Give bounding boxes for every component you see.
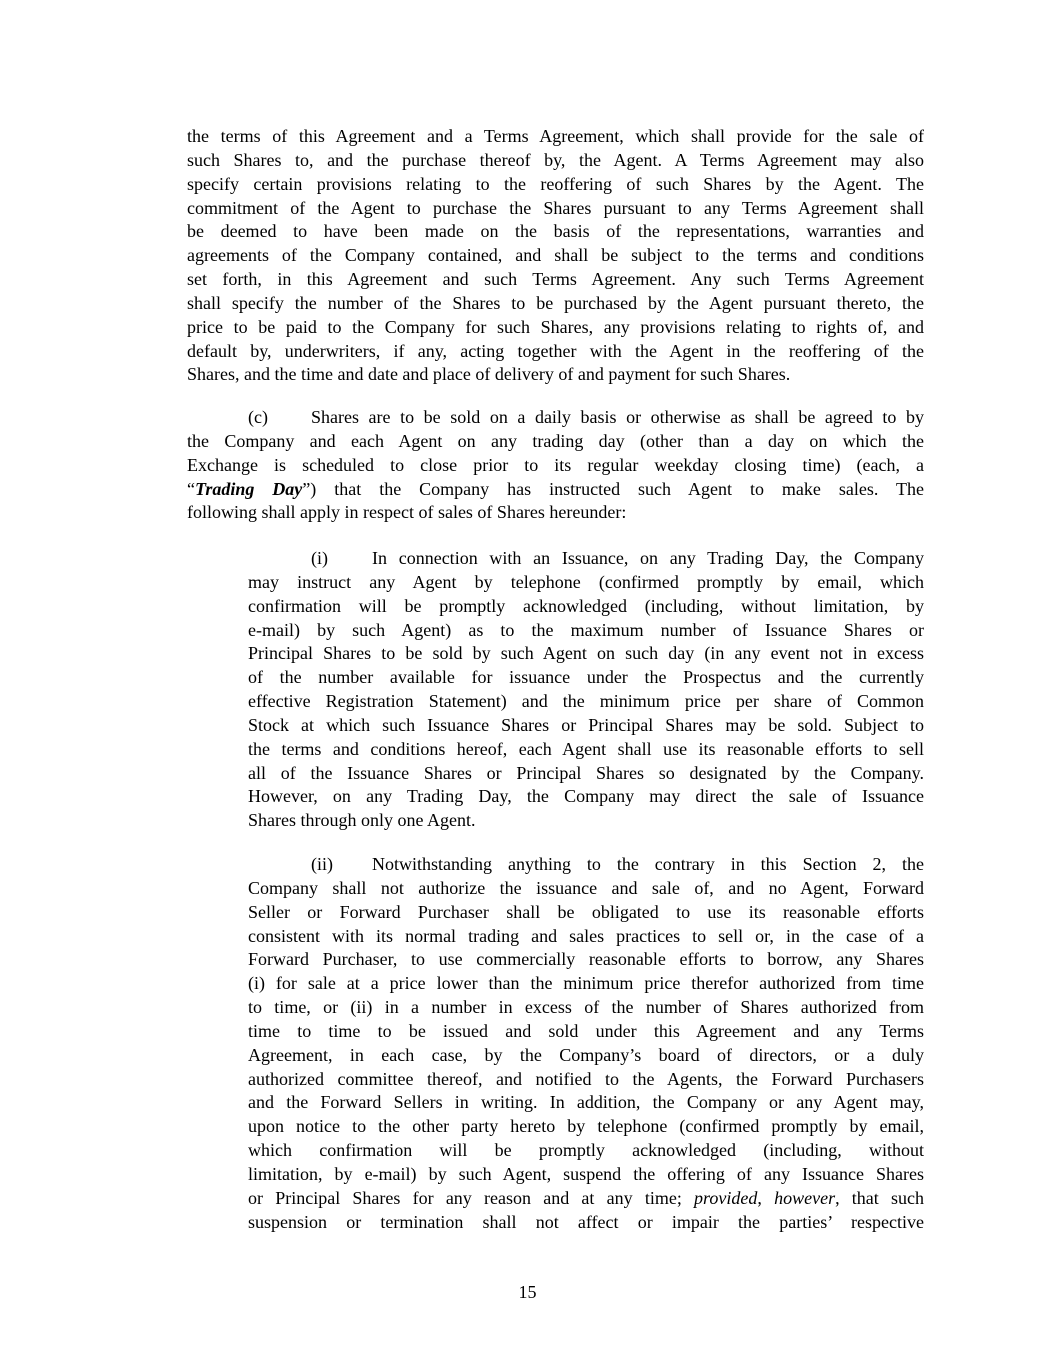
text-line bbox=[187, 197, 924, 221]
line-text: Notwithstanding anything to the contrary in this Section 2, the bbox=[372, 854, 924, 874]
text-line bbox=[248, 714, 924, 738]
line-text: to time, or (ii) in a number in excess of the number of Shares authorized from bbox=[248, 997, 924, 1018]
line-text: effective Registration Statement) and the minimum price per share of Common bbox=[248, 691, 924, 712]
line-text: upon notice to the other party hereto by telephone (confirmed promptly by email, bbox=[248, 1116, 924, 1137]
line-text: Agreement, in each case, by the Company’s board of directors, or a duly bbox=[248, 1044, 924, 1065]
line-text: suspension or termination shall not affect or impair the parties’ respective bbox=[248, 1211, 924, 1232]
line-text: Principal Shares to be sold by such Agent on such day (in any event not in excess bbox=[248, 643, 924, 664]
page-number: 15 bbox=[518, 1282, 537, 1302]
line-text: such Shares to, and the purchase thereof by, the Agent. A Terms Agreement may also bbox=[187, 149, 924, 170]
line-text: specify certain provisions relating to the reoffering of such Shares by the Agent. The bbox=[187, 173, 924, 194]
text-line bbox=[187, 220, 924, 244]
text-line bbox=[248, 1068, 924, 1092]
line-text: Seller or Forward Purchaser shall be obligated to use its reasonable efforts bbox=[248, 901, 924, 922]
line-text: (i) for sale at a price lower than the minimum price therefor authorized from time bbox=[248, 973, 924, 994]
text-line bbox=[248, 1115, 924, 1139]
line-text: of the number available for issuance under the Prospectus and the currently bbox=[248, 667, 924, 688]
text-line bbox=[248, 762, 924, 786]
paragraph-label: (c) bbox=[248, 407, 268, 427]
line-text: default by, underwriters, if any, acting together with the Agent in the reoffering of the bbox=[187, 340, 924, 361]
line-text: or Principal Shares for any reason and at any time; bbox=[248, 1187, 695, 1208]
line-text: However, on any Trading Day, the Company may direct the sale of Issuance bbox=[248, 786, 924, 807]
line-text: agreements of the Company contained, and shall be subject to the terms and conditions bbox=[187, 245, 924, 266]
line-text: the Company and each Agent on any trading day (other than a day on which the bbox=[187, 430, 924, 451]
text-line bbox=[248, 996, 924, 1020]
line-text: and the Forward Sellers in writing. In addition, the Company or any Agent may, bbox=[248, 1092, 924, 1113]
text-line bbox=[187, 268, 924, 292]
text-line bbox=[187, 340, 924, 364]
text-line bbox=[248, 901, 924, 925]
text-line bbox=[248, 972, 924, 996]
line-text: shall specify the number of the Shares to be purchased by the Agent pursuant thereto, the bbox=[187, 292, 924, 313]
line-text: consistent with its normal trading and sales practices to sell or, in the case of a bbox=[248, 925, 924, 946]
paragraph-c-trading-day bbox=[187, 406, 924, 525]
text-line bbox=[248, 1139, 924, 1163]
emphasized-term: provided bbox=[694, 1187, 758, 1208]
paragraph-i-issuance-instructions bbox=[248, 547, 924, 833]
text-line bbox=[248, 571, 924, 595]
text-line bbox=[187, 125, 924, 149]
text-line bbox=[187, 430, 924, 454]
line-text: which confirmation will be promptly acknowledged (including, without bbox=[248, 1140, 924, 1161]
line-text: the terms of this Agreement and a Terms Agreement, which shall provide for the sale of bbox=[187, 126, 924, 146]
line-text: Shares are to be sold on a daily basis or otherwise as shall be agreed to by bbox=[311, 407, 924, 427]
line-text: , that such bbox=[835, 1187, 924, 1208]
line-text: confirmation will be promptly acknowledged (including, without limitation, by bbox=[248, 595, 924, 616]
line-text: price to be paid to the Company for such Shares, any provisions relating to rights of, and bbox=[187, 316, 924, 337]
line-text: limitation, by e-mail) by such Agent, suspend the offering of any Issuance Shares bbox=[248, 1163, 924, 1184]
line-text: Shares through only one Agent. bbox=[248, 810, 476, 831]
text-line bbox=[187, 173, 924, 197]
line-text: the terms and conditions hereof, each Agent shall use its reasonable efforts to sell bbox=[248, 738, 924, 759]
paragraph-label: (i) bbox=[311, 548, 328, 568]
line-text: In connection with an Issuance, on any Trading Day, the Company bbox=[372, 548, 924, 568]
text-line bbox=[248, 948, 924, 972]
line-text: following shall apply in respect of sales of Shares hereunder: bbox=[187, 502, 627, 523]
line-text: Company shall not authorize the issuance and sale of, and no Agent, Forward bbox=[248, 877, 924, 898]
line-text: Stock at which such Issuance Shares or Principal Shares may be sold. Subject to bbox=[248, 714, 924, 735]
text-line bbox=[248, 619, 924, 643]
text-line bbox=[187, 478, 924, 502]
text-line bbox=[248, 738, 924, 762]
paragraph-ii-limitations bbox=[248, 853, 924, 1235]
emphasized-term: however bbox=[774, 1187, 836, 1208]
text-line bbox=[311, 853, 924, 877]
line-text: all of the Issuance Shares or Principal Shares so designated by the Company. bbox=[248, 762, 924, 783]
line-text: Shares, and the time and date and place of delivery of and payment for such Shares. bbox=[187, 364, 791, 385]
text-line bbox=[248, 925, 924, 949]
text-line bbox=[187, 149, 924, 173]
paragraph-label: (ii) bbox=[311, 854, 333, 874]
text-line bbox=[248, 877, 924, 901]
text-line bbox=[248, 595, 924, 619]
line-text: Forward Purchaser, to use commercially reasonable efforts to borrow, any Shares bbox=[248, 949, 924, 970]
text-line bbox=[248, 1020, 924, 1044]
line-text: commitment of the Agent to purchase the Shares pursuant to any Terms Agreement shall bbox=[187, 197, 924, 218]
text-line bbox=[248, 1091, 924, 1115]
text-line bbox=[248, 406, 924, 430]
line-text: Exchange is scheduled to close prior to its regular weekday closing time) (each, a bbox=[187, 454, 924, 475]
text-line bbox=[187, 292, 924, 316]
text-line bbox=[248, 1163, 924, 1187]
text-line bbox=[248, 809, 924, 833]
text-line bbox=[187, 363, 924, 387]
text-line bbox=[187, 244, 924, 268]
text-line bbox=[187, 316, 924, 340]
line-text: may instruct any Agent by telephone (confirmed promptly by email, which bbox=[248, 571, 924, 592]
text-line bbox=[248, 690, 924, 714]
text-line bbox=[248, 785, 924, 809]
text-line bbox=[248, 1187, 924, 1211]
text-line bbox=[248, 1044, 924, 1068]
emphasized-term: Trading Day bbox=[195, 478, 303, 499]
line-text: authorized committee thereof, and notified to the Agents, the Forward Purchasers bbox=[248, 1068, 924, 1089]
line-text: “ bbox=[187, 478, 195, 499]
line-text: set forth, in this Agreement and such Terms Agreement. Any such Terms Agreement bbox=[187, 269, 924, 290]
paragraph-continuation bbox=[187, 125, 924, 387]
text-line bbox=[248, 642, 924, 666]
text-line bbox=[187, 501, 924, 525]
text-line bbox=[187, 454, 924, 478]
line-text: be deemed to have been made on the basis of the representations, warranties and bbox=[187, 221, 924, 242]
line-text: e-mail) by such Agent) as to the maximum number of Issuance Shares or bbox=[248, 619, 924, 640]
line-text: ”) that the Company has instructed such Agent to make sales. The bbox=[302, 478, 924, 499]
text-line bbox=[248, 666, 924, 690]
text-line bbox=[311, 547, 924, 571]
line-text: time to time to be issued and sold under this Agreement and any Terms bbox=[248, 1020, 924, 1041]
line-text: , bbox=[757, 1187, 775, 1208]
text-line bbox=[248, 1211, 924, 1235]
